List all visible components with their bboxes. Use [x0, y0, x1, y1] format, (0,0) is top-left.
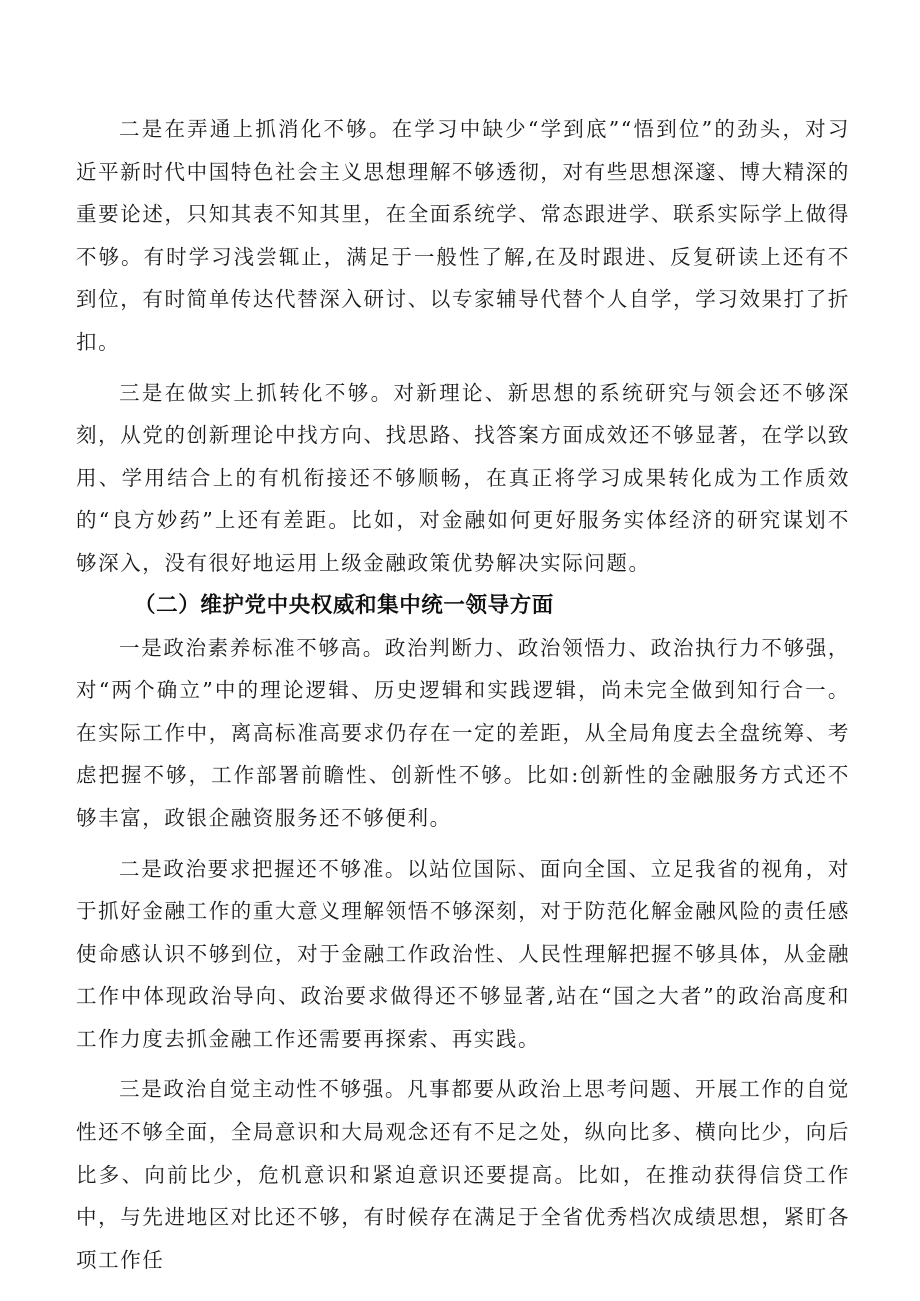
paragraph: 三是在做实上抓转化不够。对新理论、新思想的系统研究与领会还不够深刻，从党的创新理论中找方向、找思路、找答案方面成效还不够显著，在学以致用、学用结合上的有机衔接还不够顺畅，在真正将学习成果转化成为工作质效的“良方妙药”上还有差距。比如，对金融如何更好服务实体经济的研究谋划不够深入，没有很好地运用上级金融政策优势解决实际问题。 — [76, 380, 850, 575]
document-page — [76, 108, 850, 1281]
paragraph-gap — [76, 840, 850, 848]
paragraph-gap — [76, 364, 850, 372]
paragraph: 一是政治素养标准不够高。政治判断力、政治领悟力、政治执行力不够强，对“两个确立”中的理论逻辑、历史逻辑和实践逻辑，尚未完全做到知行合一。在实际工作中，离高标准高要求仍存在一定的差距，从全局角度去全盘统筹、考虑把握不够，工作部署前瞻性、创新性不够。比如:创新性的金融服务方式还不够丰富，政银企融资服务还不够便利。 — [76, 635, 850, 830]
paragraph: 二是政治要求把握还不够准。以站位国际、面向全国、立足我省的视角，对于抓好金融工作的重大意义理解领悟不够深刻，对于防范化解金融风险的责任感使命感认识不够到位，对于金融工作政治性、人民性理解把握不够具体，从金融工作中体现政治导向、政治要求做得还不够显著,站在“国之大者”的政治高度和工作力度去抓金融工作还需要再探索、再实践。 — [76, 856, 850, 1051]
paragraph: 二是在弄通上抓消化不够。在学习中缺少“学到底”“悟到位”的劲头，对习近平新时代中国特色社会主义思想理解不够透彻，对有些思想深邃、博大精深的重要论述，只知其表不知其里，在全面系统学、常态跟进学、联系实际学上做得不够。有时学习浅尝辄止，满足于一般性了解,在及时跟进、反复研读上还有不到位，有时简单传达代替深入研讨、以专家辅导代替个人自学，学习效果打了折扣。 — [76, 117, 850, 354]
section-heading: （二）维护党中央权威和集中统一领导方面 — [134, 592, 554, 618]
paragraph-gap — [76, 1060, 850, 1068]
paragraph: 三是政治自觉主动性不够强。凡事都要从政治上思考问题、开展工作的自觉性还不够全面，全局意识和大局观念还有不足之处，纵向比多、横向比少，向后比多、向前比少，危机意识和紧迫意识还要提高。比如，在推动获得信贷工作中，与先进地区对比还不够，有时候存在满足于全省优秀档次成绩思想，紧盯各项工作任 — [76, 1077, 850, 1272]
